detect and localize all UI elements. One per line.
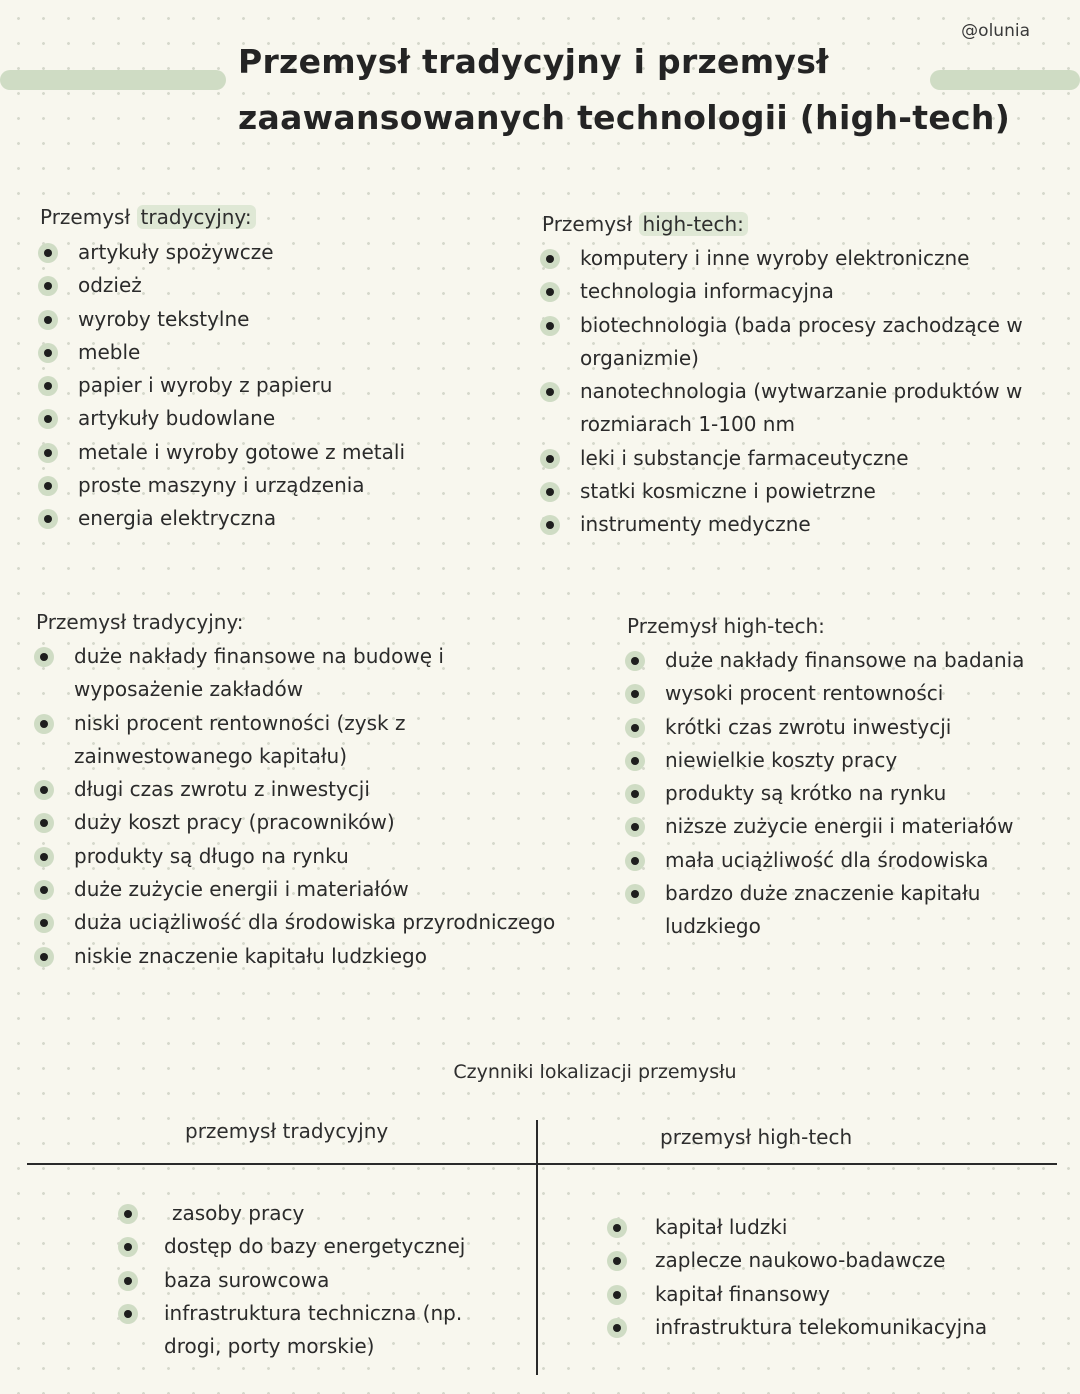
- location-hightech-heading: przemysł high-tech: [660, 1125, 853, 1149]
- decorative-bar-left: [0, 70, 226, 90]
- bullet-icon: [34, 813, 54, 833]
- list-item-continuation: ludzkiego: [665, 914, 761, 939]
- bullet-icon: [625, 684, 645, 704]
- list-item: artykuły spożywcze: [38, 236, 405, 269]
- bullet-icon: [540, 249, 560, 269]
- list-item: metale i wyroby gotowe z metali: [38, 436, 405, 469]
- list-item: produkty są długo na rynku: [34, 840, 555, 873]
- bullet-icon: [34, 947, 54, 967]
- bullet-icon: [540, 282, 560, 302]
- list-item: duże nakłady finansowe na budowę i: [34, 640, 555, 673]
- bullet-icon: [38, 376, 58, 396]
- list-item-continuation: organizmie): [580, 345, 699, 370]
- features-traditional-heading: Przemysł tradycyjny:: [36, 610, 244, 634]
- bullet-icon: [607, 1318, 627, 1338]
- bullet-icon: [540, 449, 560, 469]
- bullet-icon: [625, 817, 645, 837]
- bullet-icon: [38, 310, 58, 330]
- list-item: nanotechnologia (wytwarzanie produktów w: [540, 375, 1023, 408]
- bullet-icon: [118, 1271, 138, 1291]
- list-item: krótki czas zwrotu inwestycji: [625, 711, 1024, 744]
- list-item: baza surowcowa: [118, 1264, 465, 1297]
- location-heading: Czynniki lokalizacji przemysłu: [453, 1061, 737, 1083]
- list-item: niskie znaczenie kapitału ludzkiego: [34, 940, 555, 973]
- bullet-icon: [607, 1218, 627, 1238]
- list-item: artykuły budowlane: [38, 402, 405, 435]
- products-traditional-list: [38, 236, 405, 536]
- list-item: duży koszt pracy (pracowników): [34, 806, 555, 839]
- list-item-continuation: drogi, porty morskie): [164, 1334, 375, 1359]
- list-item: infrastruktura telekomunikacyjna: [607, 1311, 987, 1344]
- list-item: komputery i inne wyroby elektroniczne: [540, 242, 1023, 275]
- bullet-icon: [38, 243, 58, 263]
- bullet-icon: [34, 647, 54, 667]
- list-item: zaplecze naukowo-badawcze: [607, 1244, 987, 1277]
- bullet-icon: [38, 276, 58, 296]
- list-item: mała uciążliwość dla środowiska: [625, 844, 1024, 877]
- bullet-icon: [34, 913, 54, 933]
- list-item: dostęp do bazy energetycznej: [118, 1230, 465, 1263]
- list-item: meble: [38, 336, 405, 369]
- list-item: kapitał ludzki: [607, 1211, 987, 1244]
- bullet-icon: [540, 515, 560, 535]
- bullet-icon: [540, 482, 560, 502]
- features-traditional-list: [34, 640, 555, 973]
- bullet-icon: [607, 1251, 627, 1271]
- list-item: niższe zużycie energii i materiałów: [625, 810, 1024, 843]
- bullet-icon: [118, 1204, 138, 1224]
- list-item: produkty są krótko na rynku: [625, 777, 1024, 810]
- title-line-2: zaawansowanych technologii (high-tech): [238, 98, 1011, 137]
- bullet-icon: [38, 476, 58, 496]
- bullet-icon: [625, 784, 645, 804]
- list-item: duże nakłady finansowe na badania: [625, 644, 1024, 677]
- list-item-continuation: rozmiarach 1-100 nm: [580, 412, 795, 437]
- title-line-1: Przemysł tradycyjny i przemysł: [238, 42, 829, 81]
- list-item: infrastruktura techniczna (np.: [118, 1297, 465, 1330]
- list-item: instrumenty medyczne: [540, 508, 1023, 541]
- list-item: zasoby pracy: [118, 1197, 465, 1230]
- list-item: wysoki procent rentowności: [625, 677, 1024, 710]
- bullet-icon: [625, 718, 645, 738]
- products-hightech-list: [540, 242, 1023, 542]
- list-item: technologia informacyjna: [540, 275, 1023, 308]
- features-hightech-heading: Przemysł high-tech:: [627, 614, 825, 638]
- page-title: [238, 34, 1010, 146]
- list-item: długi czas zwrotu z inwestycji: [34, 773, 555, 806]
- features-hightech-list: [625, 644, 1024, 944]
- heading-highlight: high-tech:: [639, 212, 748, 236]
- list-item-continuation: zainwestowanego kapitału): [74, 743, 348, 768]
- list-item: bardzo duże znaczenie kapitału: [625, 877, 1024, 910]
- bullet-icon: [38, 343, 58, 363]
- products-hightech-heading: Przemysł high-tech:: [542, 212, 748, 236]
- heading-highlight: tradycyjny:: [137, 205, 256, 229]
- bullet-icon: [34, 714, 54, 734]
- bullet-icon: [625, 884, 645, 904]
- bullet-icon: [625, 651, 645, 671]
- list-item: kapitał finansowy: [607, 1278, 987, 1311]
- list-item: leki i substancje farmaceutyczne: [540, 442, 1023, 475]
- list-item: proste maszyny i urządzenia: [38, 469, 405, 502]
- table-vertical-divider: [536, 1120, 538, 1375]
- bullet-icon: [625, 751, 645, 771]
- location-traditional-list: [118, 1197, 465, 1363]
- bullet-icon: [625, 851, 645, 871]
- bullet-icon: [540, 382, 560, 402]
- list-item: odzież: [38, 269, 405, 302]
- table-horizontal-divider: [27, 1163, 1057, 1165]
- bullet-icon: [38, 443, 58, 463]
- products-traditional-heading: Przemysł tradycyjny:: [40, 205, 256, 229]
- list-item: biotechnologia (bada procesy zachodzące w: [540, 309, 1023, 342]
- list-item: duża uciążliwość dla środowiska przyrodniczego: [34, 906, 555, 939]
- bullet-icon: [118, 1237, 138, 1257]
- list-item: niewielkie koszty pracy: [625, 744, 1024, 777]
- location-traditional-heading: przemysł tradycyjny: [185, 1119, 389, 1143]
- list-item: energia elektryczna: [38, 502, 405, 535]
- location-hightech-list: [607, 1211, 987, 1344]
- bullet-icon: [34, 780, 54, 800]
- list-item: niski procent rentowności (zysk z: [34, 707, 555, 740]
- list-item: wyroby tekstylne: [38, 303, 405, 336]
- list-item: papier i wyroby z papieru: [38, 369, 405, 402]
- bullet-icon: [34, 847, 54, 867]
- bullet-icon: [34, 880, 54, 900]
- author-handle: @olunia: [961, 21, 1030, 41]
- bullet-icon: [38, 509, 58, 529]
- list-item: duże zużycie energii i materiałów: [34, 873, 555, 906]
- list-item: statki kosmiczne i powietrzne: [540, 475, 1023, 508]
- list-item-continuation: wyposażenie zakładów: [74, 677, 304, 702]
- bullet-icon: [38, 409, 58, 429]
- bullet-icon: [118, 1304, 138, 1324]
- bullet-icon: [607, 1285, 627, 1305]
- bullet-icon: [540, 316, 560, 336]
